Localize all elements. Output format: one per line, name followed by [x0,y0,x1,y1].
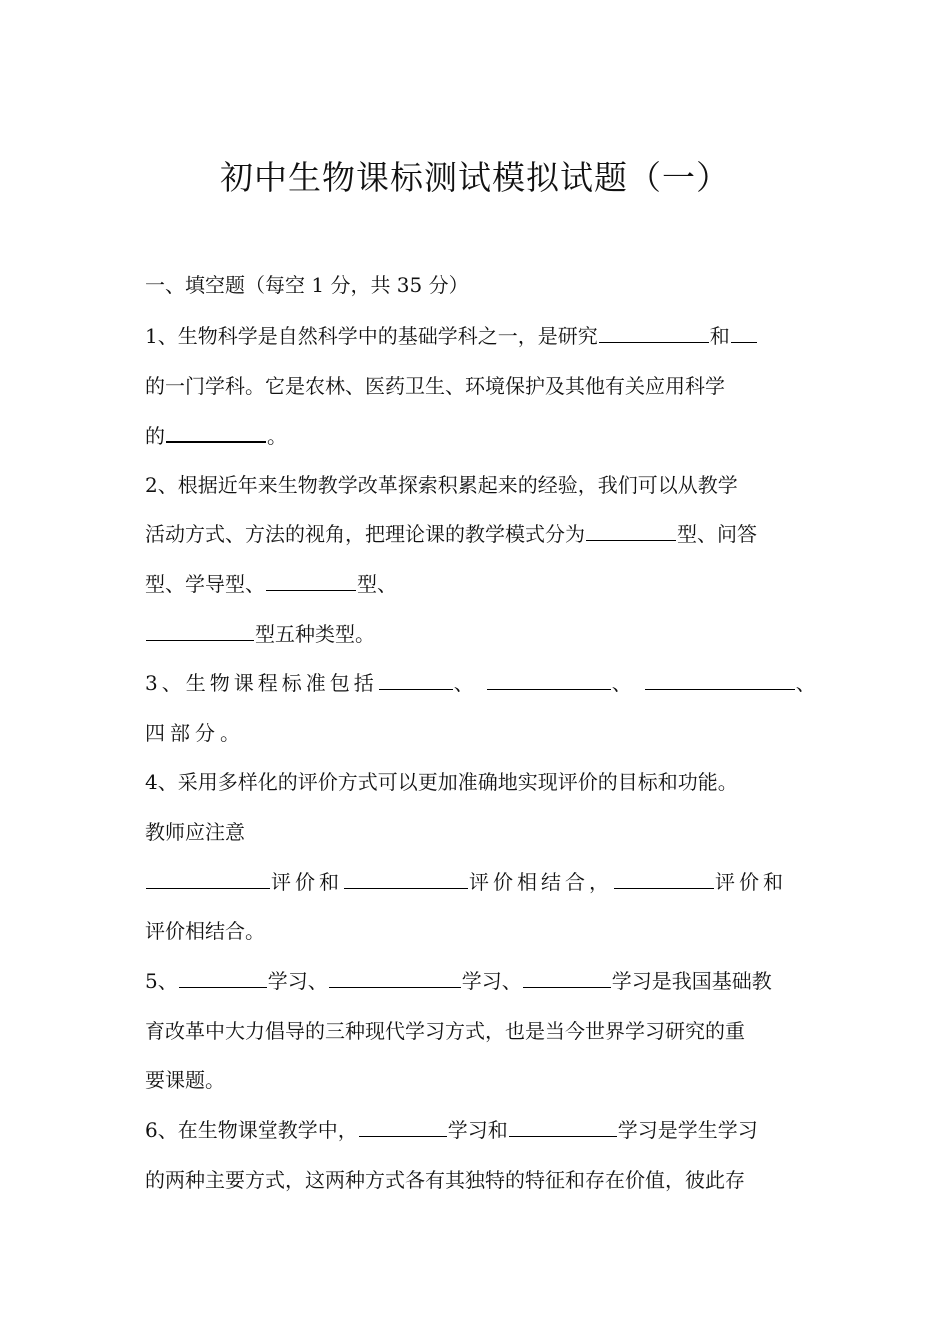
q5-text-d: 学习是我国基础教 [611,969,772,993]
question-2-line-3 [145,564,397,604]
question-1-line-1 [145,316,758,356]
question-4-line-1: 4、采用多样化的评价方式可以更加准确地实现评价的目标和功能。 [145,770,738,794]
q5-text-a: 5、 [145,969,178,993]
question-2-line-2 [145,514,757,554]
q3-sep-2: 、 [611,671,636,695]
q1-blank-1[interactable] [599,316,709,343]
q2-text-b: 型、问答 [677,522,757,546]
q5-blank-2[interactable] [329,961,461,988]
q1-blank-2[interactable] [731,316,757,343]
q2-text-d: 型、 [357,572,397,596]
q1-text-b: 和 [709,324,730,348]
q4-text-c: 评价和 [715,870,787,894]
q5-blank-1[interactable] [179,961,267,988]
q4-blank-2[interactable] [344,862,468,889]
q6-blank-2[interactable] [509,1110,617,1137]
q5-text-b: 学习、 [267,969,328,993]
q2-blank-3[interactable] [146,614,254,641]
q3-sep-1: 、 [453,671,478,695]
question-3-line-2: 四部分。 [145,721,245,745]
q3-sep-3: 、 [795,671,820,695]
question-1-line-3 [145,415,287,455]
q1-text-a: 1、生物科学是自然科学中的基础学科之一，是研究 [145,324,598,348]
question-2-line-1: 2、根据近年来生物教学改革探索积累起来的经验，我们可以从教学 [145,473,738,497]
q5-blank-3[interactable] [523,961,611,988]
q4-text-a: 评价和 [271,870,343,894]
q4-blank-1[interactable] [146,862,270,889]
q6-blank-1[interactable] [359,1110,447,1137]
question-5-line-2: 育改革中大力倡导的三种现代学习方式，也是当今世界学习研究的重 [145,1019,745,1043]
q2-blank-1[interactable] [586,514,676,541]
q3-text-a: 3、生物课程标准包括 [145,671,378,695]
q2-blank-2[interactable] [266,564,356,591]
question-1-line-2: 的一门学科。它是农林、医药卫生、环境保护及其他有关应用科学 [145,374,725,398]
q2-text-e: 型五种类型。 [255,622,375,646]
q4-text-b: 评价相结合， [469,870,613,894]
question-5-line-1 [145,961,772,1001]
q6-text-c: 学习是学生学习 [617,1118,758,1142]
q3-blank-3[interactable] [645,663,795,690]
question-6-line-2: 的两种主要方式，这两种方式各有其独特的特征和存在价值，彼此存 [145,1168,745,1192]
page-title: 初中生物课标测试模拟试题（一） [220,158,730,197]
q2-text-a: 活动方式、方法的视角，把理论课的教学模式分为 [145,522,585,546]
q1-text-d: 。 [267,424,287,448]
question-5-line-3: 要课题。 [145,1068,225,1092]
question-4-line-2: 教师应注意 [145,820,245,844]
q6-text-b: 学习和 [447,1118,508,1142]
q3-blank-1[interactable] [379,663,453,690]
q6-text-a: 6、在生物课堂教学中， [145,1118,358,1142]
q1-text-c: 的 [145,424,165,448]
question-4-line-3 [145,862,787,902]
question-4-line-4: 评价相结合。 [145,919,265,943]
question-3-line-1 [145,663,820,703]
q1-blank-3[interactable] [166,415,266,443]
q2-text-c: 型、学导型、 [145,572,265,596]
question-6-line-1 [145,1110,758,1150]
question-2-line-4 [145,614,375,654]
q3-blank-2[interactable] [487,663,611,690]
q4-blank-3[interactable] [614,862,714,889]
q5-text-c: 学习、 [461,969,522,993]
section-header: 一、填空题（每空 1 分，共 35 分） [145,273,469,297]
